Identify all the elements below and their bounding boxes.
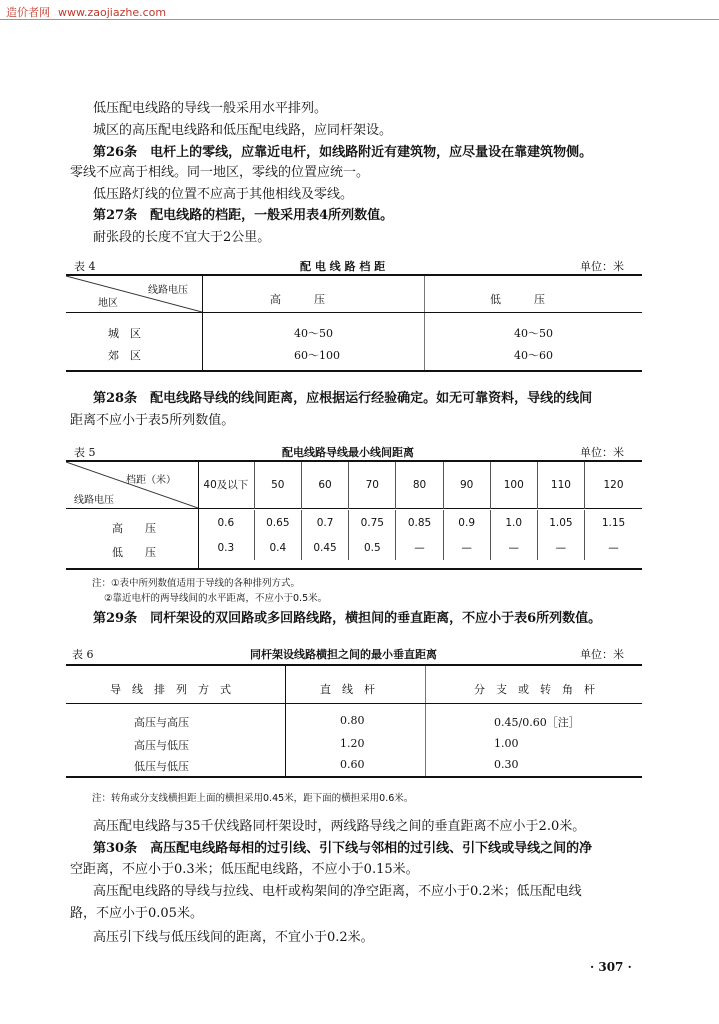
tail-paragraph-5: 路，不应小于0.05米。 xyxy=(70,906,203,921)
table5-corner-top: 档距（米） xyxy=(126,475,176,486)
table5-r1-c8: 1.15 xyxy=(585,510,642,536)
site-header xyxy=(6,4,166,20)
table6-header-rule xyxy=(66,703,642,704)
article-28: 第28条 配电线路导线的线间距离，应根据运行经验确定。如无可靠资料，导线的线间 xyxy=(93,391,593,406)
table5-col-0: 40及以下 xyxy=(203,479,249,492)
table5-r2-c1: 0.4 xyxy=(254,536,301,560)
table5-col-1: 50 xyxy=(254,462,301,508)
table5-r1-c7: 1.05 xyxy=(537,510,584,536)
table4-row2-high: 60～100 xyxy=(294,349,340,362)
table5-r2-c7: — xyxy=(537,536,584,560)
table5-col-5: 90 xyxy=(443,462,490,508)
table4-unit: 单位：米 xyxy=(580,260,624,273)
table4-row1-high: 40～50 xyxy=(294,327,333,340)
table5-r1-c4: 0.85 xyxy=(396,510,443,536)
table5-row1-name: 高 压 xyxy=(112,522,156,535)
site-url[interactable]: www.zaojiazhe.com xyxy=(58,6,167,19)
table5-title: 配电线路导线最小线间距离 xyxy=(282,446,414,459)
table4-header-rule xyxy=(66,312,642,313)
table5-row2-name: 低 压 xyxy=(112,546,156,559)
table6-title: 同杆架设线路横担之间的最小垂直距离 xyxy=(250,648,437,661)
table6-bottom-rule xyxy=(66,776,642,778)
table6-r3-straight: 0.60 xyxy=(340,758,365,771)
paragraph-7: 耐张段的长度不宜大于2公里。 xyxy=(93,230,271,245)
table4-corner-bottom: 地区 xyxy=(98,298,118,309)
table6-header-2: 分 支 或 转 角 杆 xyxy=(474,683,595,696)
table5-label: 表 5 xyxy=(74,446,96,459)
table5-col-3: 70 xyxy=(349,462,396,508)
table5-col-8: 120 xyxy=(585,462,642,508)
table6-r2-name: 高压与低压 xyxy=(134,739,189,752)
table5-r1-c1: 0.65 xyxy=(254,510,301,536)
table5-r2-c3: 0.5 xyxy=(349,536,396,560)
paragraph-1: 低压配电线路的导线一般采用水平排列。 xyxy=(93,101,328,116)
table5-col-4: 80 xyxy=(396,462,443,508)
tail-paragraph-1: 高压配电线路与35千伏线路同杆架设时，两线路导线之间的垂直距离不应小于2.0米。 xyxy=(93,819,586,834)
table5-col-2: 60 xyxy=(301,462,348,508)
paragraph-2: 城区的高压配电线路和低压配电线路，应同杆架设。 xyxy=(93,123,393,138)
tail-paragraph-6: 高压引下线与低压线间的距离，不宜小于0.2米。 xyxy=(93,930,374,945)
table6-r1-straight: 0.80 xyxy=(340,714,365,727)
table5-r2-c2: 0.45 xyxy=(301,536,348,560)
table6-vline-2 xyxy=(425,666,426,776)
article-28-cont: 距离不应小于表5所列数值。 xyxy=(70,413,235,428)
table5-bottom-rule xyxy=(66,568,642,570)
table4-title: 配 电 线 路 档 距 xyxy=(300,260,386,273)
table6-r2-branch: 1.00 xyxy=(494,737,519,750)
table6-r1-name: 高压与高压 xyxy=(134,716,189,729)
table5-r2-c6: — xyxy=(490,536,537,560)
table5-grid xyxy=(198,462,642,560)
page-number: · 307 · xyxy=(590,960,632,974)
table6-top-rule xyxy=(66,664,642,666)
table4-vline-2 xyxy=(424,276,425,370)
table5-corner-bottom: 线路电压 xyxy=(74,495,114,506)
table5-note-1: 注：①表中所列数值适用于导线的各种排列方式。 xyxy=(92,578,301,589)
table6-r3-name: 低压与低压 xyxy=(134,760,189,773)
table4-col-high: 高 压 xyxy=(270,293,325,306)
table4-row2-name: 郊 区 xyxy=(108,349,141,362)
table4-label: 表 4 xyxy=(74,260,96,273)
table5-col-7: 110 xyxy=(537,462,584,508)
tail-paragraph-4: 高压配电线路的导线与拉线、电杆或构架间的净空距离，不应小于0.2米；低压配电线 xyxy=(93,884,582,899)
article-29: 第29条 同杆架设的双回路或多回路线路，横担间的垂直距离，不应小于表6所列数值。 xyxy=(93,611,602,626)
table4-row1-low: 40～50 xyxy=(514,327,553,340)
table4-row2-low: 40～60 xyxy=(514,349,553,362)
table5-r1-c5: 0.9 xyxy=(443,510,490,536)
table4-corner-top: 线路电压 xyxy=(148,285,188,296)
header-divider xyxy=(0,19,719,20)
table6-vline-1 xyxy=(285,666,286,776)
table4-row1-name: 城 区 xyxy=(108,327,141,340)
table5-r1-c2: 0.7 xyxy=(301,510,348,536)
table5-r1-c3: 0.75 xyxy=(349,510,396,536)
table5-r1-c6: 1.0 xyxy=(490,510,537,536)
table6-label: 表 6 xyxy=(72,648,94,661)
article-27: 第27条 配电线路的档距，一般采用表4所列数值。 xyxy=(93,208,394,223)
table4-col-low: 低 压 xyxy=(490,293,545,306)
table4-vline-1 xyxy=(202,276,203,370)
tail-paragraph-3: 空距离，不应小于0.3米；低压配电线路，不应小于0.15米。 xyxy=(70,862,419,877)
table6-header-0: 导 线 排 列 方 式 xyxy=(110,683,231,696)
table4-bottom-rule xyxy=(66,370,642,372)
paragraph-5: 低压路灯线的位置不应高于其他相线及零线。 xyxy=(93,187,354,202)
table5-unit: 单位：米 xyxy=(580,446,624,459)
site-name: 造价者网 xyxy=(6,6,50,19)
table5-header-rule-left xyxy=(66,508,198,509)
table6-r2-straight: 1.20 xyxy=(340,737,365,750)
table6-r1-branch: 0.45/0.60［注］ xyxy=(494,716,580,729)
table5-col-6: 100 xyxy=(490,462,537,508)
table6-r3-branch: 0.30 xyxy=(494,758,519,771)
table5-r2-c4: — xyxy=(396,536,443,560)
table6-header-1: 直 线 杆 xyxy=(320,683,375,696)
table6-note: 注：转角或分支线横担距上面的横担采用0.45米，距下面的横担采用0.6米。 xyxy=(92,793,414,804)
article-30: 第30条 高压配电线路每相的过引线、引下线与邻相的过引线、引下线或导线之间的净 xyxy=(93,841,593,856)
table5-r2-c0: 0.3 xyxy=(217,542,235,554)
table5-r1-c0: 0.6 xyxy=(217,517,235,529)
table6-unit: 单位：米 xyxy=(580,648,624,661)
article-26: 第26条 电杆上的零线，应靠近电杆，如线路附近有建筑物，应尽量设在靠建筑物侧。 xyxy=(93,145,593,160)
table5-note-2: ②靠近电杆的两导线间的水平距离，不应小于0.5米。 xyxy=(104,593,328,604)
table5-r2-c5: — xyxy=(443,536,490,560)
paragraph-4: 零线不应高于相线。同一地区，零线的位置应统一。 xyxy=(70,165,370,180)
table5-r2-c8: — xyxy=(585,536,642,560)
